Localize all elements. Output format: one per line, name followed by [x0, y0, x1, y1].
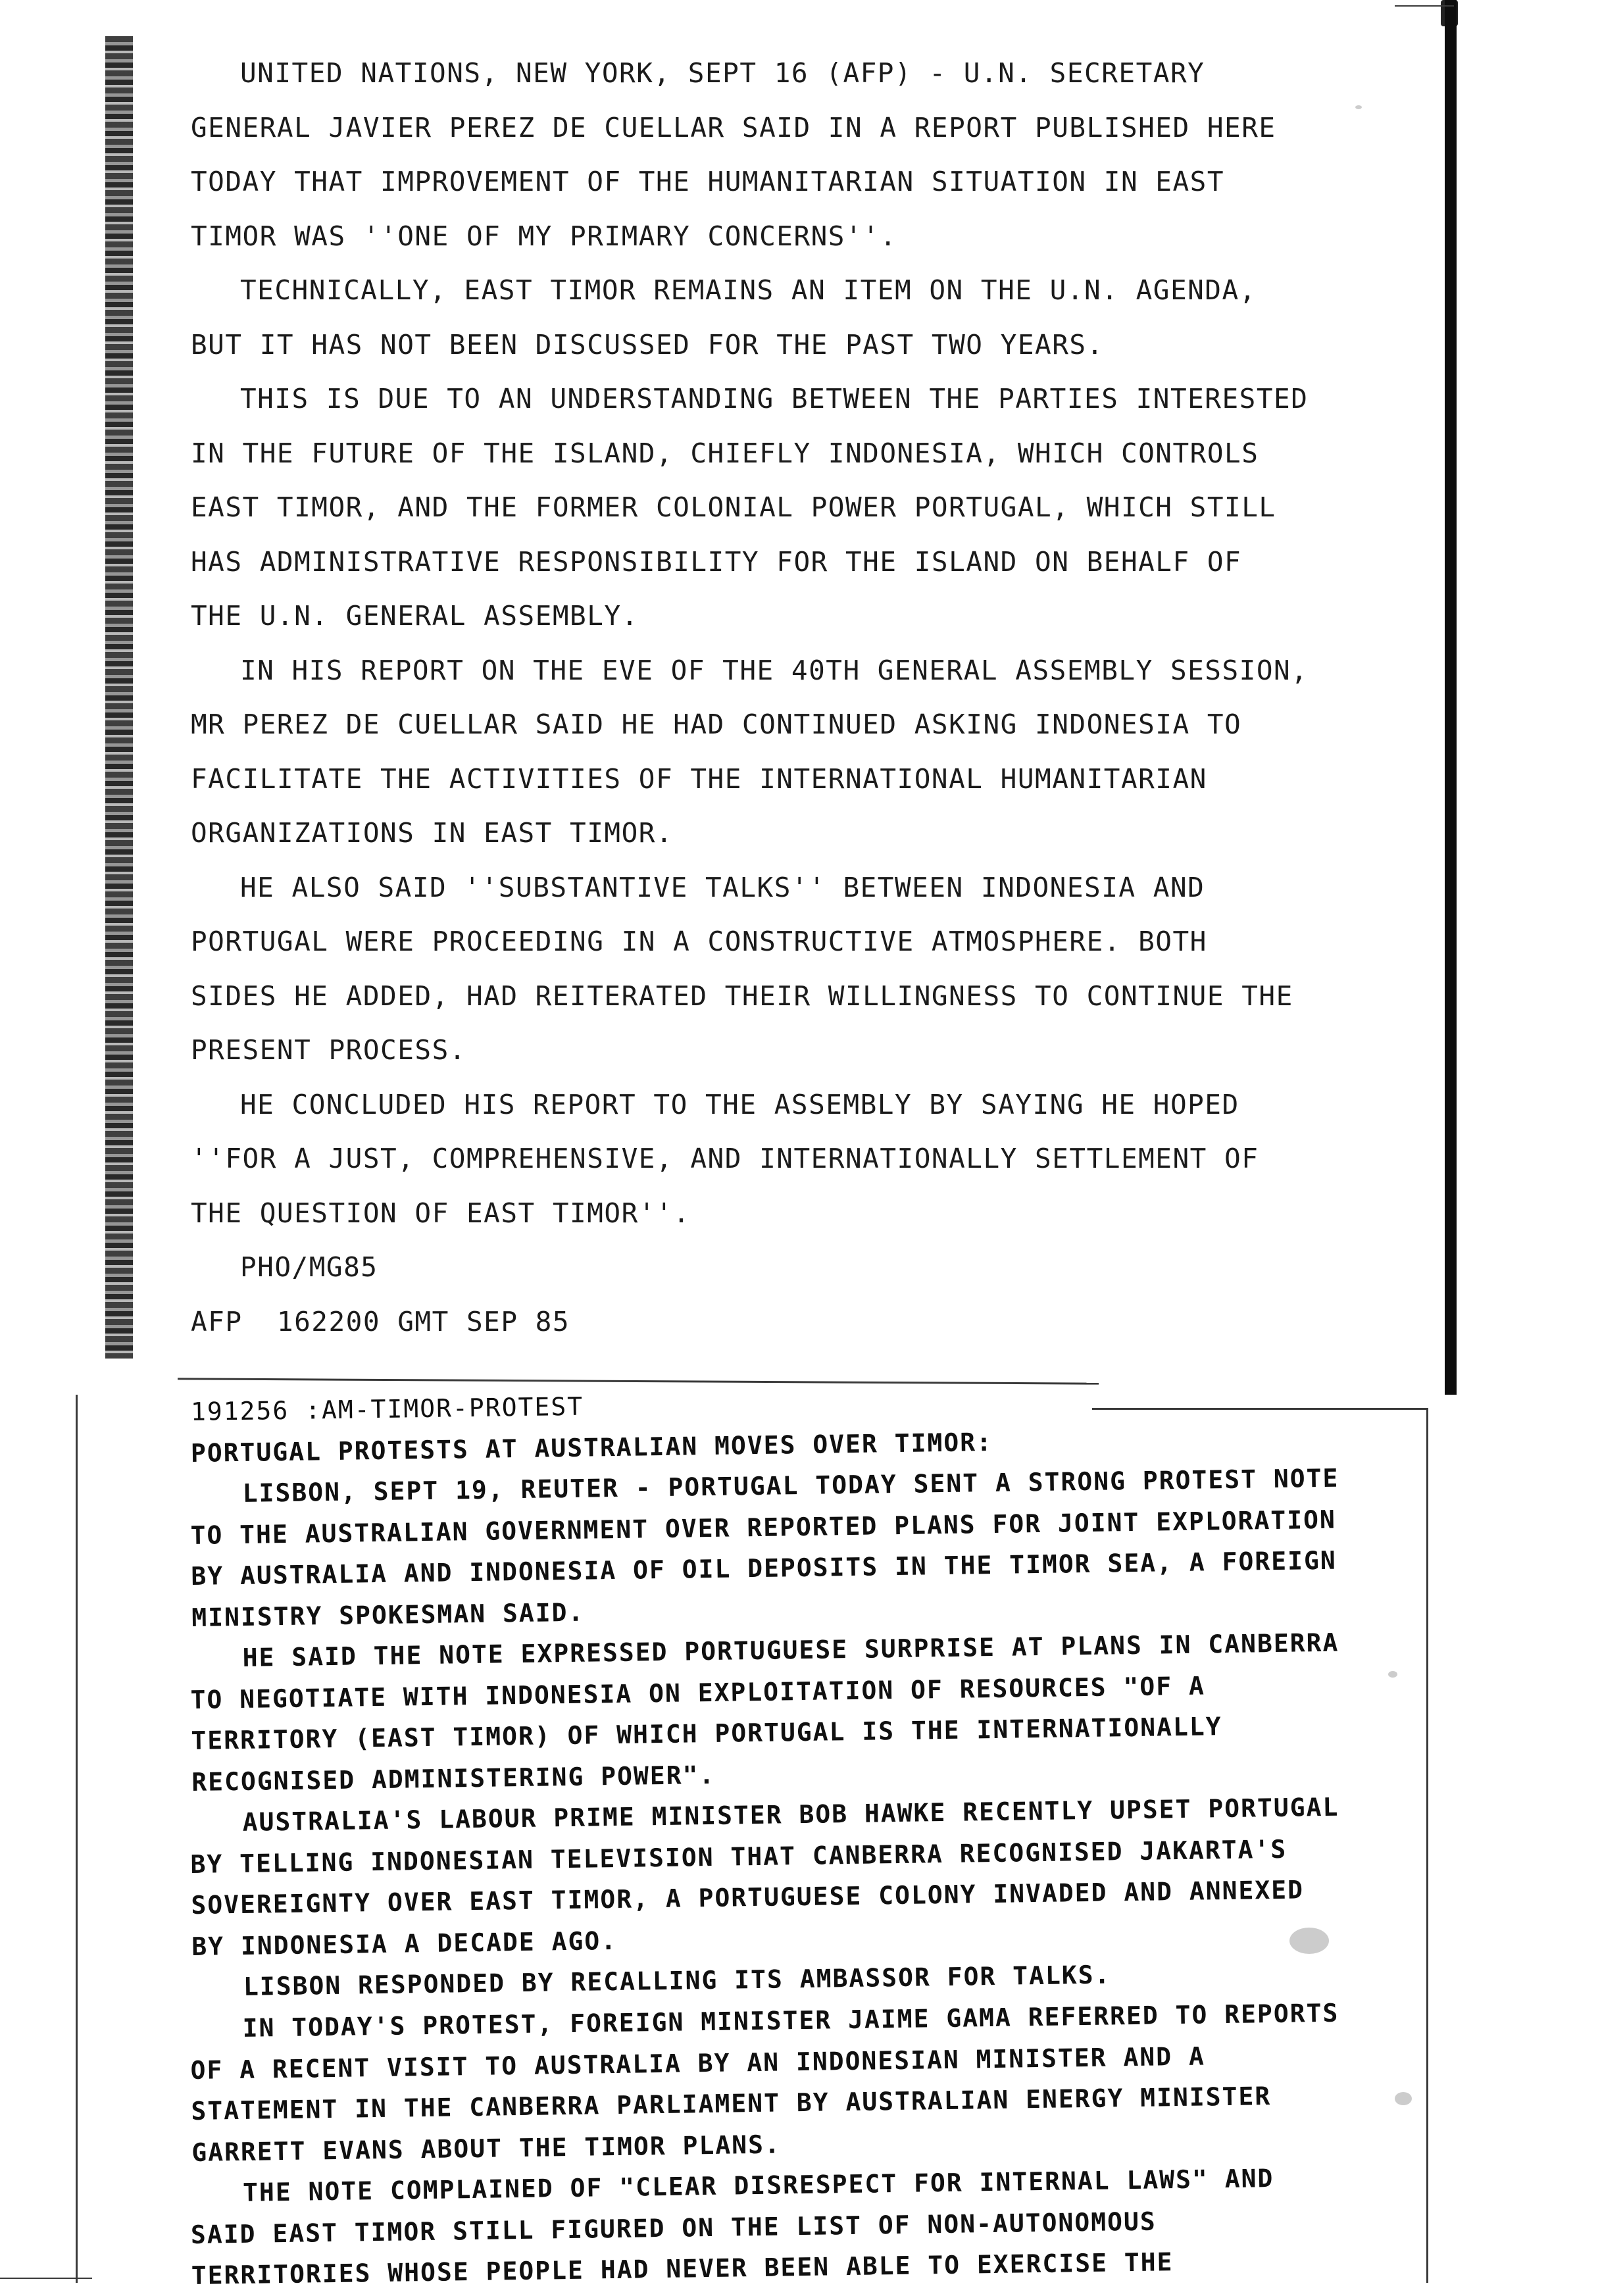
wire-paragraph: LISBON, SEPT 19, REUTER - PORTUGAL TODAY SENT A STRONG PROTEST NOTE TO THE AUSTRALIAN GOVERNMENT OVER REPORTED PLANS FOR JOINT EXPLORATION BY AUSTRALIA AND INDONESIA OF OIL DEPOSITS IN THE TIMOR SEA, A FOREIGN MINISTRY SPOKESMAN SAID.: [190, 1463, 1356, 1632]
dispatch-dateline: AFP 162200 GMT SEP 85: [191, 1305, 570, 1337]
dispatch-paragraph: THIS IS DUE TO AN UNDERSTANDING BETWEEN THE PARTIES INTERESTED IN THE FUTURE OF THE ISLAND, CHIEFLY INDONESIA, WHICH CONTROLS EAST TIMOR, AND THE FORMER COLONIAL POWER PORTUGAL, WHICH STILL HAS ADMINISTRATIVE RESPONSIBILITY FOR THE ISLAND ON BEHALF OF THE U.N. GENERAL ASSEMBLY.: [191, 383, 1326, 632]
page-edge-bar: [1445, 0, 1457, 1395]
dispatch-paragraph: UNITED NATIONS, NEW YORK, SEPT 16 (AFP) - U.N. SECRETARY GENERAL JAVIER PEREZ DE CUELLAR SAID IN A REPORT PUBLISHED HERE TODAY THAT IMPROVEMENT OF THE HUMANITARIAN SITUATION IN EAST TIMOR WAS ''ONE OF MY PRIMARY CONCERNS''.: [191, 57, 1293, 252]
clipping-left-edge: [76, 1395, 78, 2283]
wire-paragraph: LISBON RESPONDED BY RECALLING ITS AMBASSOR FOR TALKS.: [243, 1960, 1111, 2001]
wire-headline: PORTUGAL PROTESTS AT AUSTRALIAN MOVES OVER TIMOR:: [190, 1427, 993, 1468]
dispatch-paragraph: TECHNICALLY, EAST TIMOR REMAINS AN ITEM ON THE U.N. AGENDA, BUT IT HAS NOT BEEN DISCUSSED FOR THE PAST TWO YEARS.: [191, 274, 1274, 361]
dispatch-paragraph: IN HIS REPORT ON THE EVE OF THE 40TH GENERAL ASSEMBLY SESSION, MR PEREZ DE CUELLAR SAID HE HAD CONTINUED ASKING INDONESIA TO FACILITATE THE ACTIVITIES OF THE INTERNATIONAL HUMANITARIAN ORGANIZATIONS IN EAST TIMOR.: [191, 654, 1326, 849]
scan-speck: [1289, 1928, 1329, 1954]
clipping-right-edge: [1426, 1408, 1428, 2283]
scan-speck: [1395, 2092, 1412, 2105]
dispatch-paragraph: HE ALSO SAID ''SUBSTANTIVE TALKS'' BETWEEN INDONESIA AND PORTUGAL WERE PROCEEDING IN A CONSTRUCTIVE ATMOSPHERE. BOTH SIDES HE ADDED, HAD REITERATED THEIR WILLINGNESS TO CONTINUE THE PRESENT PROCESS.: [191, 871, 1311, 1066]
dispatch-initials: PHO/MG85: [240, 1251, 378, 1283]
scan-speck: [1355, 105, 1362, 109]
afp-dispatch: [191, 46, 1326, 1349]
reuter-wire-clipping: [190, 1391, 1356, 2296]
dispatch-paragraph: HE CONCLUDED HIS REPORT TO THE ASSEMBLY BY SAYING HE HOPED ''FOR A JUST, COMPREHENSIVE, AND INTERNATIONALLY SETTLEMENT OF THE QUESTION OF EAST TIMOR''.: [191, 1088, 1276, 1229]
wire-paragraph: HE SAID THE NOTE EXPRESSED PORTUGUESE SURPRISE AT PLANS IN CANBERRA TO NEGOTIATE WITH INDONESIA ON EXPLOITATION OF RESOURCES "OF A TERRITORY (EAST TIMOR) OF WHICH PORTUGAL IS THE INTERNATIONALLY RECOGNISED ADMINISTERING POWER".: [190, 1628, 1356, 1797]
bottom-corner-rule: [0, 2278, 92, 2279]
wire-paragraph: AUSTRALIA'S LABOUR PRIME MINISTER BOB HAWKE RECENTLY UPSET PORTUGAL BY TELLING INDONESIAN TELEVISION THAT CANBERRA RECOGNISED JAKARTA'S SOVEREIGNTY OVER EAST TIMOR, A PORTUGUESE COLONY INVADED AND ANNEXED BY INDONESIA A DECADE AGO.: [190, 1792, 1356, 1961]
top-edge-rule: [1395, 5, 1454, 7]
scan-speck: [1388, 1671, 1397, 1678]
wire-paragraph: IN TODAY'S PROTEST, FOREIGN MINISTER JAIME GAMA REFERRED TO REPORTS OF A RECENT VISIT TO AUSTRALIA BY AN INDONESIAN MINISTER AND A STATEMENT IN THE CANBERRA PARLIAMENT BY AUSTRALIAN ENERGY MINISTER GARRETT EVANS ABOUT THE TIMOR PLANS.: [190, 1997, 1356, 2166]
tractor-feed-strip: [105, 36, 133, 1359]
wire-slug: 191256 :AM-TIMOR-PROTEST: [190, 1391, 584, 1426]
wire-paragraph: THE NOTE COMPLAINED OF "CLEAR DISRESPECT FOR INTERNAL LAWS" AND SAID EAST TIMOR STILL FIGURED ON THE LIST OF NON-AUTONOMOUS TERRITORIES WHOSE PEOPLE HAD NEVER BEEN ABLE TO EXERCISE THE: [190, 2163, 1291, 2290]
